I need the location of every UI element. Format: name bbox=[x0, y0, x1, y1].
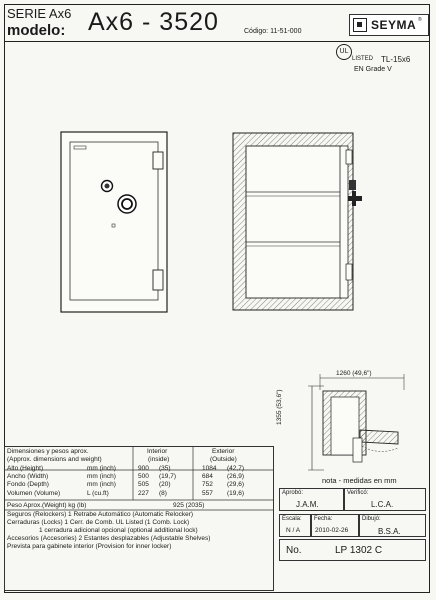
inner-locker-line: Prevista para gabinete interior (Provision for inner locker) bbox=[7, 543, 172, 550]
row-exterior-value: 557 bbox=[202, 489, 213, 497]
row-exterior-inch: (26,9) bbox=[227, 473, 244, 481]
section-hinge-upper bbox=[346, 150, 352, 164]
row-exterior-inch: (19,6) bbox=[227, 489, 244, 497]
approved-value: J.A.M. bbox=[296, 500, 319, 509]
en-grade-label: EN Grade V bbox=[354, 66, 392, 73]
verified-label: Verificó: bbox=[347, 490, 369, 496]
approved-cell bbox=[279, 488, 344, 511]
locks-line: Cerraduras (Locks) 1 Cerr. de Comb. UL Listed (1 Comb. Lock) bbox=[7, 519, 190, 526]
section-view bbox=[233, 133, 362, 310]
drawn-by-value: B.S.A. bbox=[378, 527, 401, 536]
row-unit: mm (inch) bbox=[87, 465, 116, 472]
approved-label: Aprobó: bbox=[282, 490, 304, 496]
exterior-subheader: (Outside) bbox=[210, 456, 237, 463]
row-exterior-inch: (29,6) bbox=[227, 481, 244, 489]
row-unit: mm (inch) bbox=[87, 481, 116, 489]
row-label: Alto (Height) bbox=[7, 465, 44, 472]
spec-subtitle: (Approx. dimensions and weight) bbox=[7, 456, 102, 463]
verified-cell bbox=[344, 488, 426, 511]
drawing-number-cell bbox=[279, 539, 426, 561]
date-cell bbox=[311, 514, 359, 537]
scale-label: Escala: bbox=[282, 516, 302, 522]
row-label: Ancho (Width) bbox=[7, 473, 49, 481]
top-view-depth-label: 1355 (53,6") bbox=[276, 389, 283, 425]
accessories-line: Accesorios (Accesories) 2 Estantes desplazables (Adjustable Shelves) bbox=[7, 535, 211, 542]
row-interior-inch: (19,7) bbox=[159, 473, 176, 481]
weight-label: Peso Aprox.(Weight) kg (lb) bbox=[7, 502, 87, 509]
model-label: modelo: bbox=[7, 22, 66, 39]
spec-table bbox=[4, 446, 274, 591]
verified-value: L.C.A. bbox=[371, 500, 394, 509]
interior-subheader: (inside) bbox=[148, 456, 170, 463]
row-unit: L (cu.ft) bbox=[87, 489, 109, 497]
row-interior-inch: (35) bbox=[159, 465, 171, 472]
optional-lock-line: 1 cerradura adicional opcional (optional additional lock) bbox=[39, 527, 198, 534]
exterior-header: Exterior bbox=[212, 448, 235, 455]
interior-header: Interior bbox=[147, 448, 168, 455]
row-interior-value: 500 bbox=[138, 473, 149, 481]
top-hinge bbox=[353, 438, 362, 462]
section-hinge-lower bbox=[346, 264, 352, 280]
ul-class-label: TL-15x6 bbox=[381, 55, 411, 64]
top-view bbox=[308, 374, 404, 470]
section-interior bbox=[246, 146, 342, 298]
combination-dial-icon bbox=[118, 195, 136, 213]
ul-listed-icon: UL bbox=[336, 44, 352, 60]
drawn-by-label: Dibujó: bbox=[362, 516, 381, 522]
spec-title: Dimensiones y pesos aprox. bbox=[7, 448, 89, 455]
scale-cell bbox=[279, 514, 311, 537]
brand-name: SEYMA bbox=[371, 18, 417, 32]
measurement-note: nota - medidas en mm bbox=[322, 476, 397, 485]
drawing-number-value: LP 1302 C bbox=[335, 545, 383, 556]
section-lock-body bbox=[349, 180, 356, 190]
relockers-line: Seguros (Relockers) 1 Retrabe Automático (Automatic Relocker) bbox=[7, 511, 194, 518]
front-view bbox=[61, 132, 167, 312]
section-handle-stem bbox=[352, 191, 356, 206]
code-label: Código: 11-51-000 bbox=[244, 28, 302, 35]
top-view-width-label: 1260 (49,6") bbox=[336, 370, 372, 377]
key-lock-core bbox=[105, 184, 110, 189]
safe-body-outline bbox=[61, 132, 167, 312]
drawn-by-cell bbox=[359, 514, 426, 537]
model-number: Ax6 - 3520 bbox=[88, 8, 219, 36]
open-door-hatch bbox=[360, 430, 398, 444]
row-label: Volumen (Volume) bbox=[7, 489, 61, 497]
series-label: SERIE Ax6 bbox=[7, 6, 72, 21]
scale-value: N / A bbox=[286, 527, 301, 534]
row-interior-inch: (8) bbox=[159, 489, 167, 497]
row-exterior-inch: (42,7) bbox=[227, 465, 244, 472]
lower-hinge bbox=[153, 270, 163, 290]
row-exterior-value: 752 bbox=[202, 481, 213, 489]
row-exterior-value: 684 bbox=[202, 473, 213, 481]
row-exterior-value: 1084 bbox=[202, 465, 217, 472]
date-label: Fecha: bbox=[314, 516, 333, 522]
date-value: 2010-02-26 bbox=[315, 527, 349, 534]
weight-value: 925 (2035) bbox=[173, 502, 205, 509]
row-interior-value: 505 bbox=[138, 481, 149, 489]
registered-mark: ® bbox=[418, 17, 422, 23]
row-label: Fondo (Depth) bbox=[7, 481, 49, 489]
row-interior-inch: (20) bbox=[159, 481, 171, 489]
row-interior-value: 900 bbox=[138, 465, 149, 472]
upper-hinge bbox=[153, 152, 163, 169]
row-unit: mm (inch) bbox=[87, 473, 116, 481]
drawing-number-label: No. bbox=[286, 545, 302, 556]
ul-listed-label: LISTED bbox=[352, 56, 374, 62]
row-interior-value: 227 bbox=[138, 489, 149, 497]
